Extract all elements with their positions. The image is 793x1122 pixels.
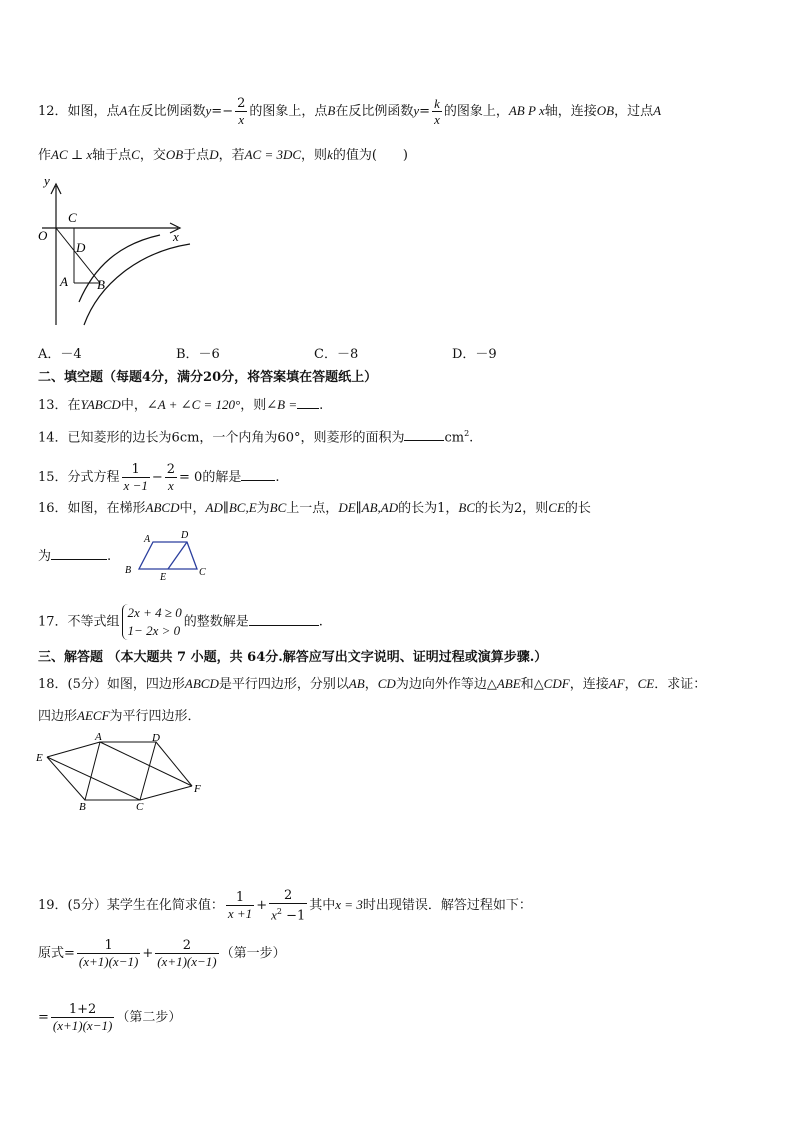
q18-line2: 四边形AECF为平行四边形． bbox=[38, 708, 201, 724]
q16-answer-blank bbox=[51, 545, 107, 560]
q12-label-C: C bbox=[68, 210, 77, 225]
q16-label-C: C bbox=[199, 567, 206, 578]
q12-label-x: x bbox=[173, 229, 179, 244]
q16-figure bbox=[120, 528, 216, 584]
q12-line2: 作AC ⊥ x轴于点C，交OB于点D，若AC = 3DC，则k的值为( ) bbox=[38, 147, 408, 163]
q12-option-a: A．－4 bbox=[38, 347, 82, 362]
step2-fraction: $\frac{1+2}{(x+1)(x-1)}$ bbox=[52, 1002, 113, 1033]
q16-line1: 16．如图，在梯形ABCD中，AD∥BC,E为BC上一点，DE∥AB,AD的长为1，BC的长为2，则CE的长 bbox=[38, 500, 591, 516]
fraction-1-over-x-minus-1: $\frac{1}{x -1}$ bbox=[123, 462, 148, 493]
q16-label-B: B bbox=[125, 565, 132, 576]
q12-line1: 12．如图，点A在反比例函数y=− $\frac{2}{x}$ 的图象上，点B在反比例函数y= $\frac{k}{x}$ 的图象上，AB P x轴，连接OB，过点A bbox=[38, 96, 662, 127]
q12-label-B: B bbox=[97, 277, 105, 292]
q12-label-D: D bbox=[76, 240, 86, 255]
q15-answer-blank bbox=[241, 466, 275, 481]
fraction-k-over-x: $\frac{k}{x}$ bbox=[434, 96, 440, 127]
q12-label-O: O bbox=[38, 228, 48, 243]
q12-option-d: D．－9 bbox=[452, 347, 497, 362]
q18-line1: 18．(5分）如图，四边形ABCD是平行四边形，分别以AB，CD为边向外作等边△ABE和△CDF，连接AF，CE．求证： bbox=[38, 676, 707, 692]
q19-step1: 原式= $\frac{1}{(x+1)(x-1)}$ + $\frac{2}{(x+1)(x-1)}$ （第一步） bbox=[38, 938, 286, 969]
q17-answer-blank bbox=[249, 611, 319, 626]
fraction-2-over-x-squared-minus-1: $\frac{2}{x^2 -1}$ bbox=[271, 888, 306, 924]
q16-label-D: D bbox=[181, 530, 189, 541]
q17: 17．不等式组 2x + 4 ≥ 0 1− 2x > 0 的整数解是 . bbox=[38, 605, 323, 638]
fraction-1-over-x-plus-1: $\frac{1}{x +1}$ bbox=[227, 890, 253, 922]
q14: 14．已知菱形的边长为6cm，一个内角为60°，则菱形的面积为 $cm^2$. bbox=[38, 424, 473, 448]
q12-label-A: A bbox=[60, 274, 68, 289]
q13-answer-blank bbox=[297, 394, 319, 409]
q12-option-b: B．－6 bbox=[176, 347, 220, 362]
q18-label-E: E bbox=[36, 752, 43, 764]
step1-fraction-1: $\frac{1}{(x+1)(x-1)}$ bbox=[78, 938, 139, 969]
section3-heading: 三、解答题 （本大题共 7 小题，共 64分.解答应写出文字说明、证明过程或演算步骤.） bbox=[38, 650, 548, 665]
q16-line2: 为 . bbox=[38, 545, 111, 567]
fraction-minus-2-over-x: $\frac{2}{x}$ bbox=[237, 96, 246, 127]
inequality-system: 2x + 4 ≥ 0 1− 2x > 0 bbox=[122, 604, 182, 640]
step1-fraction-2: $\frac{2}{(x+1)(x-1)}$ bbox=[157, 938, 217, 969]
q13: 13．在YABCD中，∠A + ∠C = 120°，则∠B = . bbox=[38, 394, 323, 416]
q19-step2: = $\frac{1+2}{(x+1)(x-1)}$ （第二步） bbox=[38, 1002, 182, 1033]
q16-label-A: A bbox=[144, 534, 151, 545]
fraction-2-over-x: $\frac{2}{x}$ bbox=[166, 462, 176, 493]
q18-label-C: C bbox=[136, 801, 144, 813]
q15: 15．分式方程 $\frac{1}{x -1}$ − $\frac{2}{x}$ = 0的解是 . bbox=[38, 462, 280, 493]
q18-label-B: B bbox=[79, 801, 86, 813]
q12-figure bbox=[34, 172, 194, 332]
q18-label-F: F bbox=[194, 783, 201, 795]
q12-label-y: y bbox=[44, 173, 50, 188]
q18-label-D: D bbox=[152, 732, 160, 744]
section2-heading: 二、填空题（每题4分，满分20分，将答案填在答题纸上） bbox=[38, 370, 378, 385]
q18-figure bbox=[32, 730, 212, 814]
q19-line1: 19．(5分）某学生在化简求值： $\frac{1}{x +1}$ + $\frac{2}{x^2 -1}$ 其中x = 3时出现错误．解答过程如下： bbox=[38, 888, 532, 924]
q14-answer-blank bbox=[404, 426, 444, 441]
q12-option-c: C．－8 bbox=[314, 347, 359, 362]
q18-label-A: A bbox=[95, 731, 102, 743]
q16-label-E: E bbox=[160, 572, 167, 583]
